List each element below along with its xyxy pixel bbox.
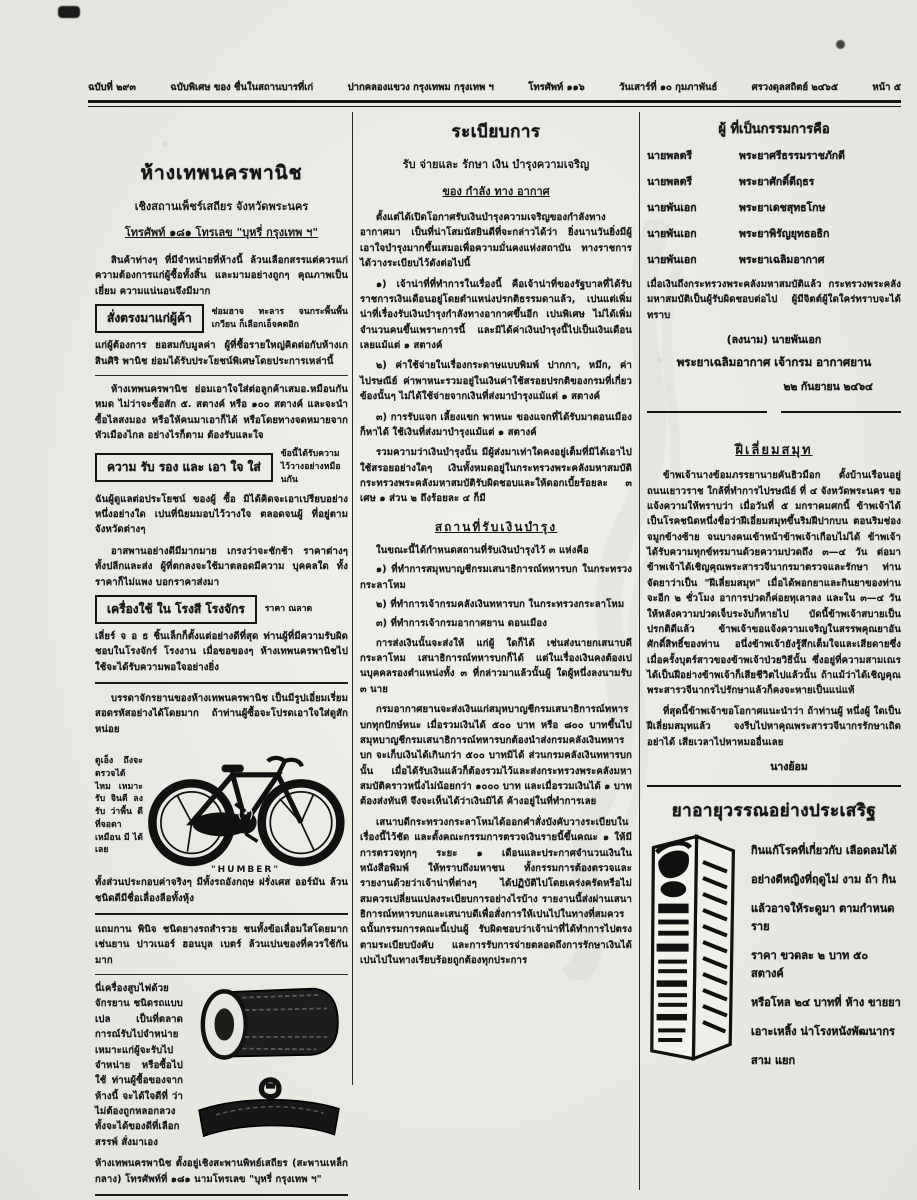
store-ad-paragraph: ฉันผู้ดูแลต่อประโยชน์ ของผู้ ซื้อ มิได้คิดจะเอาเปรียบอย่างหนึ่งอย่างใด เปนที่นิยมมอบไว้วางใจ ตลอดจนผู้ ที่อยู่ตามจังหวัดต่างๆ — [95, 493, 348, 536]
committee-row — [647, 225, 901, 242]
committee-name: พระยาศรีธรรมราชภักดี — [739, 150, 845, 162]
medicine-ad-body — [647, 830, 901, 1080]
testimonial-signature: นางย้อม — [770, 760, 808, 773]
issue-date: วันเสาร์ที่ ๑๐ กุมภาพันธ์ — [619, 82, 718, 93]
committee-rank: นายพลตรี — [647, 176, 693, 188]
regulations-subject: ของ กำลัง ทาง อากาศ — [442, 185, 550, 198]
payment-place-2: ๒) ที่ทำการเจ้ากรมคลังเงินทหารบก ในกระทรวงกระลาโหม — [376, 598, 625, 610]
bicycle-figure-row — [95, 737, 348, 875]
section-rule — [95, 913, 348, 915]
signature-date: ๒๒ กันยายน ๒๔๖๔ — [783, 381, 873, 394]
section-rule — [95, 682, 348, 684]
audit-paragraph: เสนาบดีกระทรวงกระลาโหมได้ออกคำสั่งบังคับวางระเบียบในเรื่องนี้ไว้ชัด และตั้งคณะกรรมการตรวจเงินรายนี้ขึ้นคณะ ๑ ให้มีการตรวจทุกๆ ระยะ ๑ เดือนและประกาศจำนวนเงินใน หนังสือพิมพ์ ให้ทราบถึงมหาชน ทั้งกรรมการต้องตรวจและรายงานด้วยว่าเจ้าน่าที่ต่างๆ ได้ปฏิบัติไปโดยเคร่งครัดหรือไม่ สมควรเปลี่ยนแปลงระเบียบการอย่างไรบ้าง รายงานนี้ส่งผ่านเสนาธิการณ์ทหารบกและเสนาบดีเพื่อสั่งการให้เปนไปในทางที่สมควร ฉนั้นกรรมการคณะนี้เปนผู้ รับผิดชอบว่าเจ้าน่าที่ได้ทำการไปตรงตามระเบียบบังคับ และการรับการจ่ายตลอดถึงการรักษาเงินได้ เปนไปในทางเรียบร้อยถูกต้องทุกประการ — [360, 816, 632, 967]
committee-row — [647, 199, 901, 216]
section-rule — [95, 375, 348, 376]
pump-paragraph: นี่เครื่องสูบไฟด้วยจักรยาน ชนิดรถแบบเปล เป็นที่ตลาดการณ์รับไปจำหน่าย เหมาะแก่ผู้จะรับไปจำหน่าย หรือซื้อไปใช้ ท่านผู้ซื้อของจากห้างนี้ จะได้ใจดีที่ ว่าไม่ต้องถูกหลอกลวง ทั้งจะได้ของดีที่เลือกสรรพ์ สั่งมาเอง — [95, 983, 183, 1148]
order-direct-box-row — [95, 304, 348, 333]
testimonial-paragraph: ที่สุดนี้ข้าพเจ้าขอโอกาศแนะนำว่า ถ้าท่านผู้ หนึ่งผู้ ใดเป็นฝีเลี่ยมสมุทแล้ว จงรีบไปหาคุณพระสารวจีนากรรักษาเถิด อย่าได้ เสียเวลาไปหาหมออื่นเลย — [647, 705, 901, 748]
committee-row — [647, 147, 901, 164]
masthead-rule-thin — [88, 106, 901, 107]
issue-number: ฉบับที่ ๒๙๓ — [88, 82, 136, 93]
committee-name: พระยาศักดิ์ดีฤธร — [739, 176, 815, 188]
ink-smudge — [836, 40, 845, 49]
regulations-summary: รวมความว่าเงินบำรุงนั้น มีผู้ส่งมาเท่าใดคงอยู่เต็มที่มิได้เอาไปใช้สรอยอย่างใดๆ เงินทั้งหมดอยู่ในกระทรวงพระคลังมหาสมบัติ กระทรวงพระคลังมหาสมบัติรับผิดชอบและให้ดอกเบี้ยร้อยละ ๓ เศษ ๑ ส่วน ๒ ถึงร้อยละ ๔ ก็มี — [360, 447, 632, 505]
store-ad-title: ห้างเทพนครพานิช — [140, 162, 303, 184]
store-ad-paragraph: แถมกาน พินิจ ชนิดยางรถสำรวย ชนทั้งข้อเลื่อมใสโดยมาก เช่นยาน ปาวเนอร์ ฮอนบุล เบตร์ ล้วนเปนของที่ควรใช้กันมาก — [95, 923, 348, 966]
store-ad-paragraph: อาสพานอย่างดีมีมากมาย เกรงว่าจะชักช้า ราคาต่างๆ ทั้งปลีกและส่ง ผู้ที่ตกลงจะใช้มาตลอดมีความ บุคคลใด ทั้งราคาก็ไม่แพง บอกราคาส่งมา — [95, 545, 348, 588]
store-ad-paragraph: ห้างเทพนครพานิช ย่อมเอาใจใส่ต่อลูกค้าเสมอ.หมือนกันหมด ไม่ว่าจะซื้อสัก ๕. สตางค์ หรือ ๑๐๐ สตางค์ และจะนำซื้อไลสงมอง หรือให้คนมาเอาก็ได้ หรือโดยทางจดหมายจากหัวเมืองไกล อย่างไรก็ตาม ต้องรับและใจ — [95, 383, 348, 441]
masthead-rule-heavy — [88, 100, 901, 103]
double-rule-row — [647, 411, 901, 413]
ad-line: อย่างดีหญิงที่ฤดูไม่ งาม ถ้า กิน — [751, 872, 896, 886]
ad-line: แล้วอาจให้ระดูมา ตามกำหนดราย — [751, 901, 895, 933]
ad-line: ราคา ขวดละ ๒ บาท ๕๐ สตางค์ — [751, 948, 869, 980]
masthead-phone: โทรศัพท์ ๑๑๖ — [528, 82, 585, 93]
edition-label: ฉบับพิเศษ ของ ชื่นในสถานบารที่เก่ — [170, 82, 314, 93]
belt-illustration — [193, 1075, 345, 1141]
store-ad-paragraph: เลี่ยร์ จ อ ธ ชิ้นเล็กก็ตั้งแต่อย่างดีที่สุด ท่านผู้ที่มีความรับผิดชอบในโรงจักร์ โรงงาน เมื่อขอของๆ ห้างเทพนครพานิชไปใช้จะได้รับความพอใจอย่างยิ่ง — [95, 630, 348, 673]
ink-smudge — [58, 6, 80, 18]
store-footer: ห้างเทพนครพานิช ตั้งอยู่เชิงสะพานพิทย์เสถียร (สะพานเหล็กกลาง) โทรศัพท์ที่ ๑๘๑ นามโทรเลข "บุหรี่ กรุงเทพ ฯ" — [95, 1158, 348, 1185]
committee-rank: นายพลตรี — [647, 150, 693, 162]
ad-line: หรือโหล ๒๔ บาทที่ ห้าง ขายยา — [751, 995, 901, 1009]
regulations-title: ระเบียบการ — [451, 122, 541, 142]
committee-rank: นายพันเอก — [647, 202, 697, 214]
committee-name: พระยาพิรัญยุทธอธิก — [739, 228, 830, 240]
ad-line: สาม แยก — [751, 1053, 796, 1067]
mill-equipment-side-note: ราคา ณลาด — [264, 604, 313, 614]
store-ad-paragraph: สินค้าท่างๆ ที่มีจำหน่ายที่ห้างนี้ ล้วนเลือกสรรแต่ควรแก่ความต้องการแก่ผู้ซื้อทั้งสิ้น และมามอย่างถูกๆ คุณภาพเป็นเยี่ยม ความแน่นอนจึงมีมาก — [95, 255, 348, 297]
signature-name: พระยาเฉลิมอากาศ เจ้ากรม อากาศยาน — [676, 355, 872, 370]
payment-place-3: ๓) ที่ทำการเจ้ากรมอากาศยาน ดอนเมือง — [376, 618, 548, 630]
section-rule — [647, 785, 901, 787]
regulations-item-1: ๑) เจ้าน่าที่ที่ทำการในเรื่องนี้ คือเจ้าน่าที่ของรัฐบาลที่ได้รับราชการเงินเดือนอยู่โดยตำแหน่งปรกติธรรมดาแล้ว, เปนแต่เพิ่มน่าที่เรื่องรับเงินบำรุงกำลังทางอากาศขึ้นอีก เปนพิเศษ ไม่ได้เพิ่มจำนวนคนขึ้นเพราะการนี้ และมิได้ค่าเงินบำรุงนี้ไปเป็นเงินเดือนเลยแม้แต่ ๑ สตางค์ — [360, 278, 632, 351]
payment-place-1: ๑) ที่ทำการสมุหบาญชีกรมเสนาธิการณ์ทหารบก ในกระทรวงกระลาโหม — [360, 564, 632, 591]
committee-name: พระยาเดชสุทธโกษ — [739, 202, 826, 214]
mill-equipment-box-row — [95, 595, 348, 624]
committee-rank: นายพันเอก — [647, 228, 697, 240]
committee-row — [647, 251, 901, 268]
left-column — [95, 118, 348, 1200]
page-number: หน้า ๕ — [872, 82, 901, 93]
short-rule — [647, 411, 767, 413]
order-direct-box: สั่งตรงมาแก่ผู้ค้า — [95, 304, 204, 333]
store-ad-phone: โทรศัพท์ ๑๘๑ โทรเลข "บุหรี่ กรุงเทพ ฯ" — [124, 226, 319, 239]
products-figure-row — [95, 981, 348, 1150]
regulations-item-3: ๓) การรับแจก เลี้ยงแขก พาหนะ ของแจกที่ได้รับมาตอนเมืองก็หาได้ ใช้เงินที่ส่งมาบำรุงแม้แต่ ๑ สตางค์ — [360, 411, 632, 438]
ad-line: กินแก้โรคที่เกี่ยวกับ เลือดลมได้ — [751, 843, 897, 857]
committee-row — [647, 173, 901, 190]
guarantee-box: ความ รับ รอง และ เอา ใจ ใส่ — [95, 453, 273, 482]
bicycle-figure — [143, 737, 348, 875]
payment-places-intro: ในขณะนี้ได้กำหนดสถานที่รับเงินบำรุงไว้ ๓ แห่งคือ — [376, 544, 589, 556]
right-column — [647, 118, 901, 1080]
payment-procedure: การส่งเงินนั้นจะส่งให้ แก่ผู้ ใดก็ได้ เช่นส่งนายกเสนาบดีกระลาโหม เสนาธิการณ์ทหารบกก็ได้ แต่ในเรื่องเงินคงต้องเปนบุคคลรองตำแหน่งทั้ง ๓ ที่กล่าวมาแล้วนั้นผู้ ใดผู้หนึ่งลงนามรับ ๓ นาย — [360, 637, 632, 695]
svg-text:(•): (•) — [237, 806, 254, 821]
committee-rank: นายพันเอก — [647, 254, 697, 266]
money-handling-paragraph: กรมอากาศยานจะส่งเงินแก่สมุหบาญชีกรมเสนาธิการณ์ทหารบกทุกปักษ์หนะ เมื่อรวมเงินได้ ๕๐๐ บาท หรือ ๘๐๐ บาทขึ้นไป สมุหบาญชีกรมเสนาธิการณ์ทหารบกต้องนำส่งกรมคลังเงินทหารบก จะเก็บเงินได้เกินกว่า ๕๐๐ บาทมิได้ ส่วนกรมคลังเงินทหารบกนั้น เมื่อได้รับเงินแล้วก็ต้องรวมไว้และส่งกระทรวงพระคลังมหาสมบัติคราวหนึ่งไม่น้อยกว่า ๑๐๐๐ บาท และเมื่อรวมเงินได้ ๑ บาทต้องส่งทันที จึงจะเห็นได้ว่าเงินมิได้ ค้างอยู่ในที่ทำการเลย — [360, 704, 632, 808]
signature-rank: (ลงนาม) นายพันเอก — [726, 334, 822, 347]
payment-places-subhead: สถานที่รับเงินบำรุง — [434, 519, 558, 534]
column-divider-right — [639, 112, 640, 1190]
ad-line: เอาะเหลิ้ง น่าโรงหนังพัฒนากร — [751, 1024, 895, 1038]
hose-roll-illustration — [193, 981, 345, 1067]
products-figure — [189, 981, 348, 1145]
bicycle-paragraph: ทั้งส่วนประกอบค่าจริงๆ มีทั้งรถอังกฤษ ฝรั่งเศส ออร์มัน ล้วนชนิดดีมีชื่อเลื่องลือทั้งหุ้ง — [95, 877, 348, 904]
section-rule — [95, 1194, 348, 1196]
bicycle-paragraph: บรรดาจักรยานของห้างเทพนครพานิช เป็นมีรูปเอี่ยมเรี่ยม สอดรหัสอย่างได้โดยมาก ถ้าท่านผู้ซื้อจะโปรดเอาใจใส่ดูสักหน่อย — [95, 693, 348, 735]
testimonial-paragraph: ข้าพเจ้านางข้อมภรรยานายคันธิวมือก ตั้งบ้านเรือนอยู่ถนนเยาวราช ใกล้ที่ทำการไปรษณีย์ ที่ ๔ จังหวัดพระนคร ขอแจ้งความให้ทราบว่า เมื่อวันที่ ๕ มกราคมศกนี้ ข้าพเจ้าได้เป็นโรคชนิดหนึ่งชื่อว่าฝีเอี่ยมสมุทขึ้นริมฝีปากบน ตอนริมช่องจมูกข้างซ้าย จนบางคนเข้าหน้าข้าพเจ้าเกือบไม่ได้ ข้าพเจ้าได้รับความทุกข์ทรมานด้วยความปวดถึง ๓—๔ วัน ต่อมาข้าพเจ้าได้เชิญคุณพระสารวจีนากรมาตรวจและรักษา ท่านจัดยาว่าเป็น "ฝีเลี่ยมสมุท" เมื่อได้พอกยาและกินยาของท่านจะอีก ๒ ชั่วโมง อาการปวดก็ค่อยทุเลาลง และใน ๓—๔ วันให้หลังความปวดเจ็บระงับก็หายไป บัดนี้ข้าพเจ้าสบายเป็นปรกติดีแล้ว ข้าพเจ้าขอแจ้งความเจริญในสรรพคุณยาอันศักดิ์สิทธิ์ของท่าน อนึ่งข้าพเจ้ายังรู้สึกเต็มใจและเสียดายซึ่งเมื่อครั้งบุตร์สาวของข้าพเจ้าป่วยวิธีนั้น ซึ่งอยู่ที่ความสามเณรได้เป็นฝีอย่างข้าพเจ้าก็เสียชีวิตไปแล้วนั้น ถ้าแม้ว่าได้เชิญคุณพระสารวจีนากรไปรักษาแล้วก็คงจะหายเป็นแน่แท้ — [647, 470, 901, 697]
section-rule — [95, 974, 348, 975]
mill-equipment-box: เครื่องใช้ ใน โรงสี โรงจักร — [95, 595, 257, 624]
store-ad-paragraph: แก่ผู้ต้องการ ยอสมกับมูลค่า ผู้ที่ซื้อรายใหญ่คิดต่อกับห้างเกสินศิริ พานิช ย่อมได้รับประโยชน์พิเศษโดยประการเหล่านี้ — [95, 340, 348, 367]
bicycle-side-text: ดูเอ็ง ถึงจะ ตรวจได้ ไหม เหมาะรับ จินตี ลงรับ ว่าพื้น ดีที่จอดา เหมือน มี ได้เลย — [95, 756, 143, 856]
committee-title: ผู้ ที่เป็นกรรมการคือ — [718, 122, 830, 137]
publisher-address: ปากคลองแขวง กรุงเทพม กรุงเทพ ฯ — [347, 82, 494, 93]
middle-column — [360, 118, 632, 969]
store-ad-location: เชิงสถานเพ็ชร์เสถียร จังหวัดพระนคร — [134, 200, 309, 213]
issue-year: ศรวงดุลสถิตย์ ๒๔๖๕ — [751, 82, 839, 93]
regulations-item-2: ๒) ค่าใช้จ่ายในเรื่องกระดาษแบบพิมพ์ ปากกา, หมึก, ค่าไปรษณีย์ ค่าพาหนะรวมอยู่ในเงินค่าใช้สรอยปรกติของกรมที่เกี่ยวข้องนั้นๆ ไม่ได้ใช้จ่ายจากเงินที่ส่งมาบำรุงแม้แต่ ๑ สตางค์ — [360, 360, 632, 403]
bicycle-brand-label: "HUMBER" — [210, 865, 281, 876]
regulations-subtitle: รับ จ่ายและ รักษา เงิน บำรุงความเจริญ — [402, 158, 590, 171]
treasury-note: เมื่อเงินถึงกระทรวงพระคลังมหาสมบัติแล้ว กระทรวงพระคลังมหาสมบัติเป็นผู้รับผิดชอบต่อไป ผู้มีจิตต์ผู้ใดใคร่ทราบจะได้ทราบ — [647, 279, 901, 321]
order-direct-side-note: ซ่อมฮาจ ทะลาร จนกระพื้นพื้นเกวียน ก็เลือกเอ็จคดอิก — [211, 306, 348, 330]
medicine-ad-lines — [751, 830, 901, 1080]
bicycle-illustration — [143, 737, 348, 869]
regulations-paragraph: ตั้งแต่ได้เปิดโอกาศรับเงินบำรุงความเจริญของกำลังทางอากาศมา เป็นที่น่าโสมนัสยินดีที่จะกล่าวได้ว่า ยิ่งนานวันยิ่งมีผู้เอาใจบำรุงมากขึ้นเสมอเพื่อความมั่นคงแห่งสถาบัน ทางราชการได้วางระเบียบไว้ดังต่อไปนี้ — [360, 212, 632, 270]
short-rule — [781, 411, 901, 413]
testimonial-title: ฝีเลี่ยมสมุท — [735, 443, 813, 459]
committee-name: พระยาเฉลิมอากาศ — [739, 254, 825, 266]
masthead — [88, 80, 901, 95]
medicine-ad-title: ยาอายุวรรณอย่างประเสริฐ — [671, 800, 877, 821]
medicine-box-illustration — [647, 830, 743, 1062]
column-divider-left — [352, 112, 353, 1085]
guarantee-box-row — [95, 448, 348, 486]
guarantee-side-note: ข้อนี้ได้รับความไว้วางอย่างหมือนกัน — [280, 449, 341, 485]
